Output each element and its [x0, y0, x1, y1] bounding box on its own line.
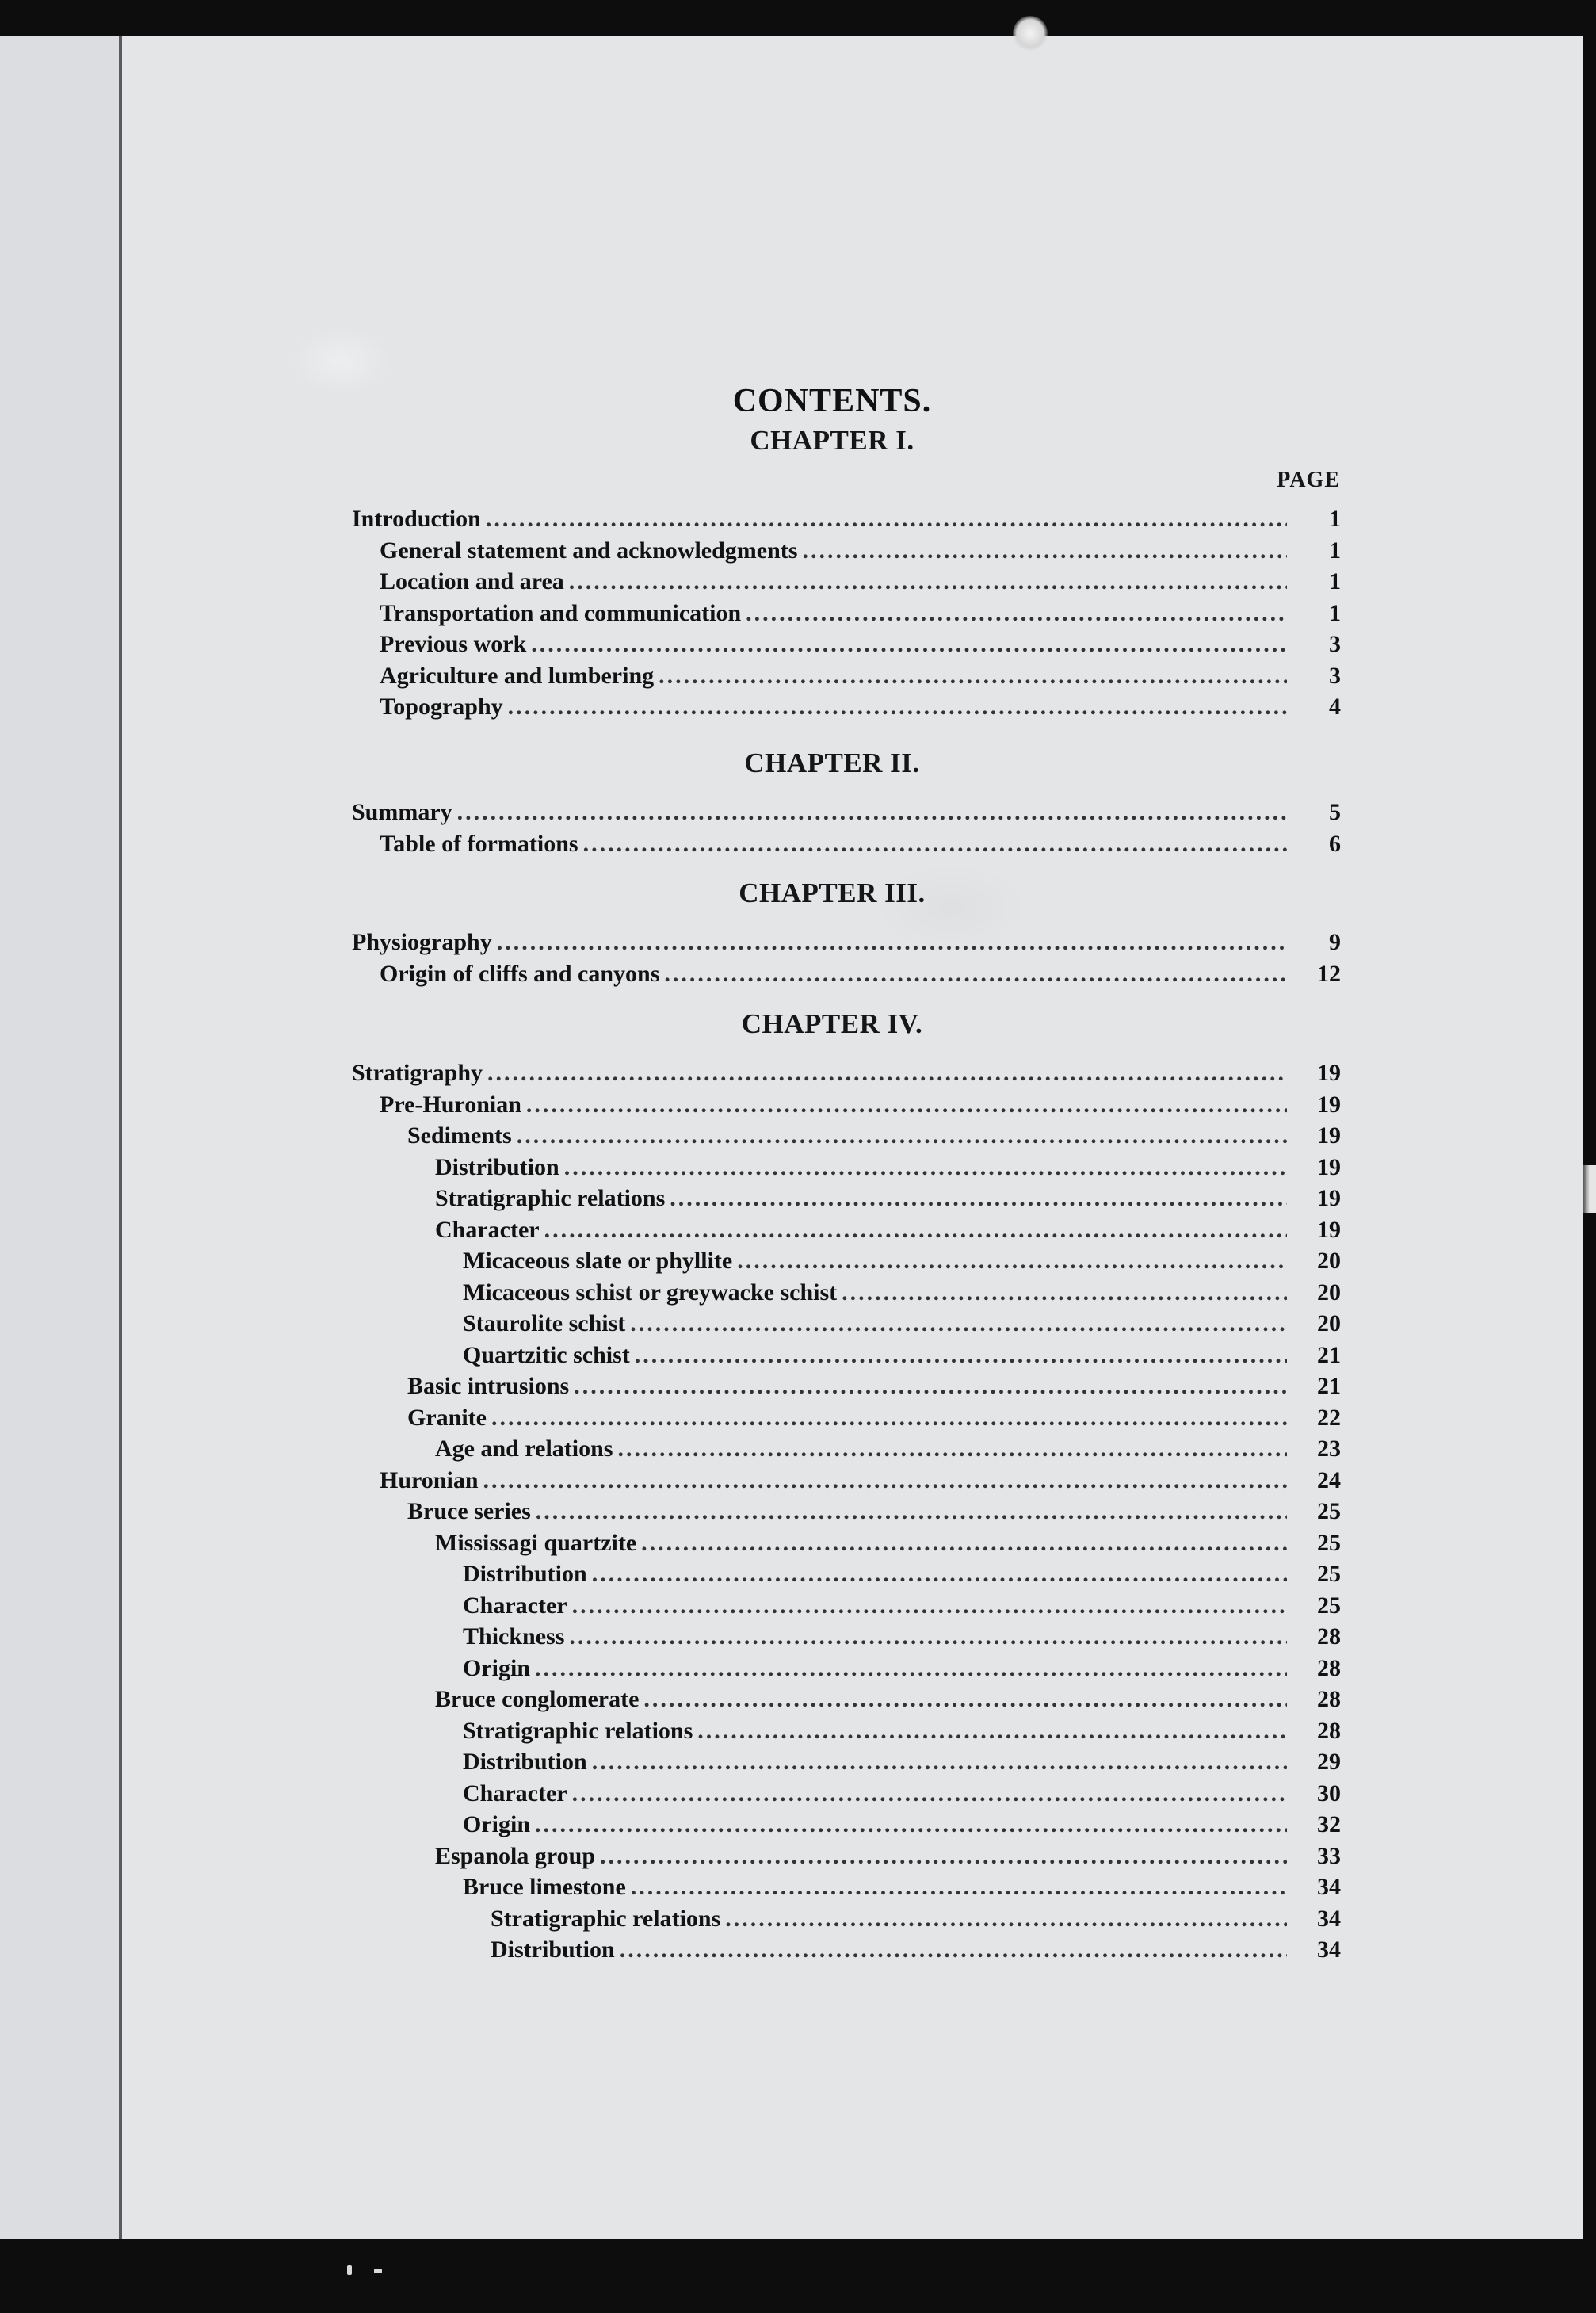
dot-leader [670, 1185, 1287, 1212]
toc-entry [0, 1561, 1341, 1592]
toc-entry-label: Distribution [491, 1936, 615, 1963]
toc-entry [0, 1530, 1341, 1562]
toc-entry [0, 831, 1341, 862]
toc-entry-label: Staurolite schist [463, 1310, 626, 1336]
toc-entry-label: Huronian [380, 1466, 479, 1493]
toc-entry-page: 21 [1317, 1373, 1341, 1399]
toc-entry-label: Micaceous schist or greywacke schist [463, 1279, 838, 1306]
dot-leader [659, 663, 1287, 690]
toc-entry [0, 631, 1341, 663]
toc-entry [0, 600, 1341, 632]
toc-entry-label: Character [463, 1780, 567, 1806]
toc-entry-label: Character [463, 1592, 567, 1619]
toc-entry [0, 1467, 1341, 1499]
toc-entry-label: Thickness [463, 1623, 565, 1650]
toc-entry-label: Quartzitic schist [463, 1341, 630, 1368]
toc-entry-page: 1 [1329, 506, 1341, 532]
toc-entry [0, 1623, 1341, 1655]
toc-entry-label: Sediments [407, 1122, 512, 1149]
toc-entry [0, 961, 1341, 992]
toc-entry [0, 1718, 1341, 1749]
dot-leader [483, 1467, 1288, 1494]
toc-entry-page: 12 [1317, 960, 1341, 987]
toc-entry [0, 568, 1341, 600]
toc-entry [0, 1373, 1341, 1405]
toc-entry-page: 25 [1317, 1561, 1341, 1587]
toc-entry-page: 19 [1317, 1122, 1341, 1149]
toc-entry-label: Distribution [463, 1749, 587, 1775]
toc-entry-label: Bruce conglomerate [435, 1686, 640, 1712]
dot-leader [535, 1655, 1287, 1682]
dot-leader [569, 568, 1287, 595]
dot-leader [572, 1592, 1287, 1619]
dot-leader [617, 1436, 1287, 1462]
toc-entry-label: Distribution [435, 1153, 559, 1180]
toc-entry [0, 1749, 1341, 1780]
dot-leader [620, 1936, 1287, 1963]
toc-entry [0, 1248, 1341, 1279]
toc-entry [0, 1780, 1341, 1812]
chapter-heading: CHAPTER II. [744, 747, 920, 778]
toc-entry-page: 25 [1317, 1592, 1341, 1619]
dot-leader [536, 1498, 1287, 1525]
scan-specks [347, 2265, 395, 2281]
dot-leader [574, 1373, 1287, 1400]
toc-entry-label: Stratigraphic relations [491, 1905, 721, 1932]
toc-entry-page: 34 [1317, 1936, 1341, 1963]
dot-leader [643, 1686, 1287, 1713]
toc-entry-label: Introduction [352, 506, 481, 532]
toc-entry [0, 1874, 1341, 1906]
dot-leader [802, 537, 1287, 564]
dot-leader [526, 1092, 1287, 1118]
toc-entry [0, 663, 1341, 694]
dot-leader [842, 1279, 1287, 1306]
toc-entry-label: Transportation and communication [380, 599, 742, 626]
toc-entry-page: 6 [1329, 830, 1341, 857]
dot-leader [544, 1217, 1287, 1244]
toc-entry [0, 929, 1341, 961]
dot-leader [583, 831, 1287, 858]
toc-entry-page: 30 [1317, 1780, 1341, 1806]
toc-entry-page: 1 [1329, 599, 1341, 626]
dot-leader [491, 1405, 1287, 1432]
dot-leader [486, 506, 1287, 533]
toc-entry [0, 799, 1341, 831]
toc-entry-page: 19 [1317, 1216, 1341, 1243]
scan-blemish [1013, 16, 1048, 51]
toc-entry [0, 1906, 1341, 1937]
toc-entry-page: 4 [1329, 694, 1341, 720]
toc-entry [0, 1936, 1341, 1968]
toc-entry-page: 3 [1329, 631, 1341, 657]
toc-entry-label: Distribution [463, 1561, 587, 1587]
page-column-header [1277, 468, 1340, 493]
dot-leader [697, 1718, 1287, 1745]
toc-entry-label: Granite [407, 1404, 487, 1431]
dot-leader [630, 1310, 1287, 1337]
toc-entry-page: 29 [1317, 1749, 1341, 1775]
toc-entry [0, 1122, 1341, 1154]
toc-entry [0, 1843, 1341, 1875]
toc-entry [0, 1060, 1341, 1092]
chapter-heading: CHAPTER III. [739, 877, 926, 908]
toc-entry-page: 23 [1317, 1436, 1341, 1462]
dot-leader [535, 1811, 1287, 1838]
dot-leader [497, 929, 1287, 956]
toc-entry-page: 19 [1317, 1185, 1341, 1211]
toc-entry-page: 5 [1329, 799, 1341, 825]
toc-entry-page: 20 [1317, 1279, 1341, 1306]
dot-leader [487, 1060, 1287, 1087]
toc-entry [0, 1405, 1341, 1436]
toc-entry-page: 28 [1317, 1654, 1341, 1681]
dot-leader [737, 1248, 1287, 1275]
toc-entry-label: Summary [352, 799, 452, 825]
dot-leader [746, 600, 1287, 627]
toc-entry-label: Stratigraphic relations [435, 1185, 666, 1211]
toc-entry-page: 1 [1329, 537, 1341, 564]
dot-leader [572, 1780, 1287, 1807]
toc-entry-label: Location and area [380, 568, 564, 594]
toc-entry-page: 28 [1317, 1717, 1341, 1744]
toc-entry [0, 537, 1341, 569]
toc-entry-label: Pre-Huronian [380, 1091, 521, 1118]
toc-entry-label: General statement and acknowledgments [380, 537, 798, 564]
scan-blemish-right [1580, 1165, 1596, 1213]
toc-entry-page: 20 [1317, 1248, 1341, 1274]
toc-entry [0, 1655, 1341, 1687]
toc-entry-label: Physiography [352, 929, 492, 955]
toc-entry-label: Origin [463, 1654, 531, 1681]
toc-entry-page: 34 [1317, 1874, 1341, 1900]
dot-leader [564, 1154, 1287, 1181]
chapter-heading: CHAPTER IV. [741, 1008, 923, 1039]
dot-leader [457, 799, 1287, 826]
toc-entry-label: Mississagi quartzite [435, 1529, 637, 1556]
toc-entry-label: Age and relations [435, 1436, 613, 1462]
toc-entry-label: Table of formations [380, 830, 578, 857]
toc-entry-page: 34 [1317, 1905, 1341, 1932]
dot-leader [592, 1749, 1287, 1776]
toc-entry-label: Espanola group [435, 1842, 596, 1869]
toc-entry [0, 1185, 1341, 1217]
page-title: CONTENTS. [732, 383, 932, 419]
toc-entry [0, 1686, 1341, 1718]
toc-entry-label: Agriculture and lumbering [380, 662, 655, 689]
dot-leader [641, 1530, 1287, 1557]
toc-entry-label: Bruce series [407, 1498, 531, 1524]
dot-leader [635, 1342, 1287, 1369]
toc-entry-label: Previous work [380, 631, 527, 657]
toc-entry-page: 19 [1317, 1091, 1341, 1118]
toc-entry [0, 1498, 1341, 1530]
toc-entry-page: 22 [1317, 1404, 1341, 1431]
dot-leader [664, 961, 1287, 988]
toc-entry-label: Stratigraphy [352, 1060, 483, 1086]
dot-leader [600, 1843, 1287, 1870]
toc-entry-label: Origin of cliffs and canyons [380, 960, 660, 987]
toc-entry-page: 25 [1317, 1498, 1341, 1524]
toc-entry [0, 1342, 1341, 1374]
toc-entry-page: 21 [1317, 1341, 1341, 1368]
toc-entry [0, 1436, 1341, 1467]
toc-entry-label: Bruce limestone [463, 1874, 626, 1900]
toc-entry-page: 33 [1317, 1842, 1341, 1869]
toc-entry-page: 3 [1329, 662, 1341, 689]
toc-entry-label: Topography [380, 694, 503, 720]
toc-entry-label: Character [435, 1216, 540, 1243]
toc-entry [0, 1310, 1341, 1342]
toc-entry [0, 1092, 1341, 1123]
dot-leader [592, 1561, 1287, 1588]
dot-leader [508, 694, 1287, 721]
toc-entry-page: 28 [1317, 1686, 1341, 1712]
toc-entry [0, 1279, 1341, 1311]
toc-entry [0, 1154, 1341, 1186]
toc-entry-page: 19 [1317, 1153, 1341, 1180]
toc-entry-page: 9 [1329, 929, 1341, 955]
dot-leader [517, 1122, 1287, 1149]
toc-entry-page: 32 [1317, 1811, 1341, 1837]
toc-entry-label: Stratigraphic relations [463, 1717, 693, 1744]
page-header-text: PAGE [1277, 468, 1340, 492]
dot-leader [725, 1906, 1287, 1933]
toc-entry-page: 20 [1317, 1310, 1341, 1336]
toc-entry [0, 1811, 1341, 1843]
toc-entry [0, 506, 1341, 537]
dot-leader [569, 1623, 1287, 1650]
toc-entry-page: 24 [1317, 1466, 1341, 1493]
chapter-heading: CHAPTER I. [750, 425, 914, 456]
toc-entry-label: Origin [463, 1811, 531, 1837]
dot-leader [531, 631, 1287, 658]
toc-entry-label: Basic intrusions [407, 1373, 570, 1399]
toc-entry [0, 694, 1341, 725]
toc-entry-page: 1 [1329, 568, 1341, 594]
toc-entry-page: 28 [1317, 1623, 1341, 1650]
toc-entry [0, 1217, 1341, 1248]
toc-entry-page: 25 [1317, 1529, 1341, 1556]
dot-leader [631, 1874, 1287, 1901]
toc-entry-label: Micaceous slate or phyllite [463, 1248, 733, 1274]
toc-entry [0, 1592, 1341, 1624]
toc-entry-page: 19 [1317, 1060, 1341, 1086]
